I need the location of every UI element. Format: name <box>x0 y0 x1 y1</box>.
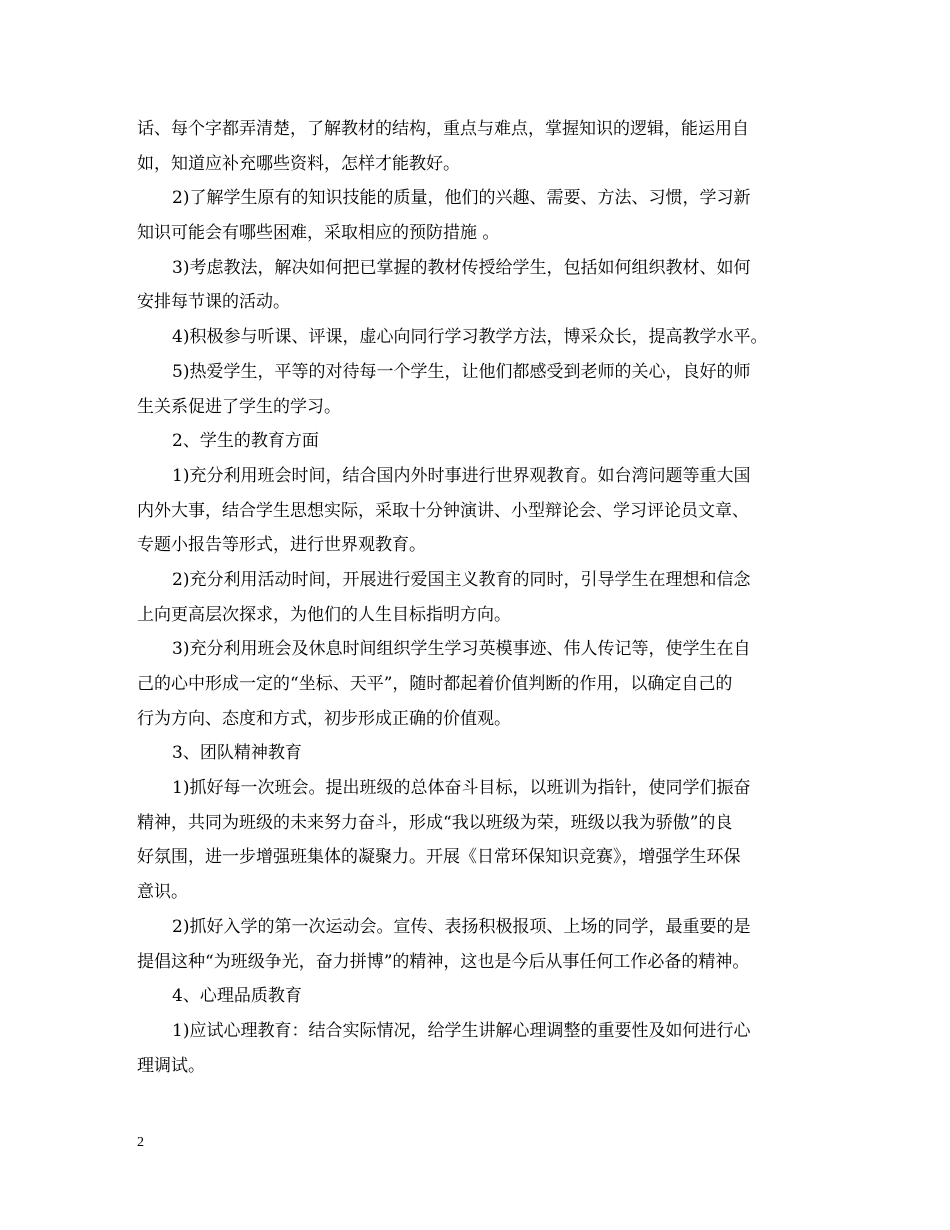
body-text <box>137 112 827 1083</box>
text-line: 好氛围，进一步增强班集体的凝聚力。开展《日常环保知识竞赛》，增强学生环保 <box>137 847 741 868</box>
text-line: 行为方向、态度和方式，初步形成正确的价值观。 <box>137 708 511 729</box>
text-line: 1)抓好每一次班会。提出班级的总体奋斗目标，以班训为指针，使同学们振奋 <box>172 778 751 799</box>
text-line: 2)充分利用活动时间，开展进行爱国主义教育的同时，引导学生在理想和信念 <box>172 569 751 590</box>
page-number: 2 <box>137 1135 144 1150</box>
text-line: 1)充分利用班会时间，结合国内外时事进行世界观教育。如台湾问题等重大国 <box>172 465 751 486</box>
text-line: 上向更高层次探求，为他们的人生目标指明方向。 <box>137 604 511 625</box>
text-line: 2)了解学生原有的知识技能的质量，他们的兴趣、需要、方法、习惯，学习新 <box>172 188 751 209</box>
text-line: 提倡这种“为班级争光，奋力拼博”的精神，这也是今后从事任何工作必备的精神。 <box>137 951 750 972</box>
text-line: 4)积极参与听课、评课，虚心向同行学习教学方法，博采众长，提高教学水平。 <box>172 327 768 348</box>
text-line: 3、团队精神教育 <box>172 743 302 764</box>
text-line: 如，知道应补充哪些资料，怎样才能教好。 <box>137 153 460 174</box>
text-line: 3)考虑教法，解决如何把已掌握的教材传授给学生，包括如何组织教材、如何 <box>172 257 751 278</box>
text-line: 2、学生的教育方面 <box>172 431 319 452</box>
text-line: 1)应试心理教育：结合实际情况，给学生讲解心理调整的重要性及如何进行心 <box>172 1020 751 1041</box>
text-line: 安排每节课的活动。 <box>137 292 290 313</box>
text-line: 知识可能会有哪些困难，采取相应的预防措施 。 <box>137 223 500 244</box>
text-line: 内外大事，结合学生思想实际，采取十分钟演讲、小型辩论会、学习评论员文章、 <box>137 500 749 521</box>
text-line: 专题小报告等形式，进行世界观教育。 <box>137 535 426 556</box>
text-line: 生关系促进了学生的学习。 <box>137 396 341 417</box>
text-line: 3)充分利用班会及休息时间组织学生学习英模事迹、伟人传记等，使学生在自 <box>172 639 751 660</box>
text-line: 理调试。 <box>137 1055 205 1076</box>
text-line: 4、心理品质教育 <box>172 986 302 1007</box>
text-line: 己的心中形成一定的“坐标、天平”，随时都起着价值判断的作用，以确定自己的 <box>137 674 733 694</box>
text-line: 意识。 <box>137 882 188 903</box>
text-line: 精神，共同为班级的未来努力奋斗，形成“我以班级为荣，班级以我为骄傲”的良 <box>137 812 733 833</box>
text-line: 话、每个字都弄清楚，了解教材的结构，重点与难点，掌握知识的逻辑，能运用自 <box>137 119 749 139</box>
text-line: 5)热爱学生，平等的对待每一个学生，让他们都感受到老师的关心，良好的师 <box>172 361 751 382</box>
text-line: 2)抓好入学的第一次运动会。宣传、表扬积极报项、上场的同学，最重要的是 <box>172 916 751 937</box>
